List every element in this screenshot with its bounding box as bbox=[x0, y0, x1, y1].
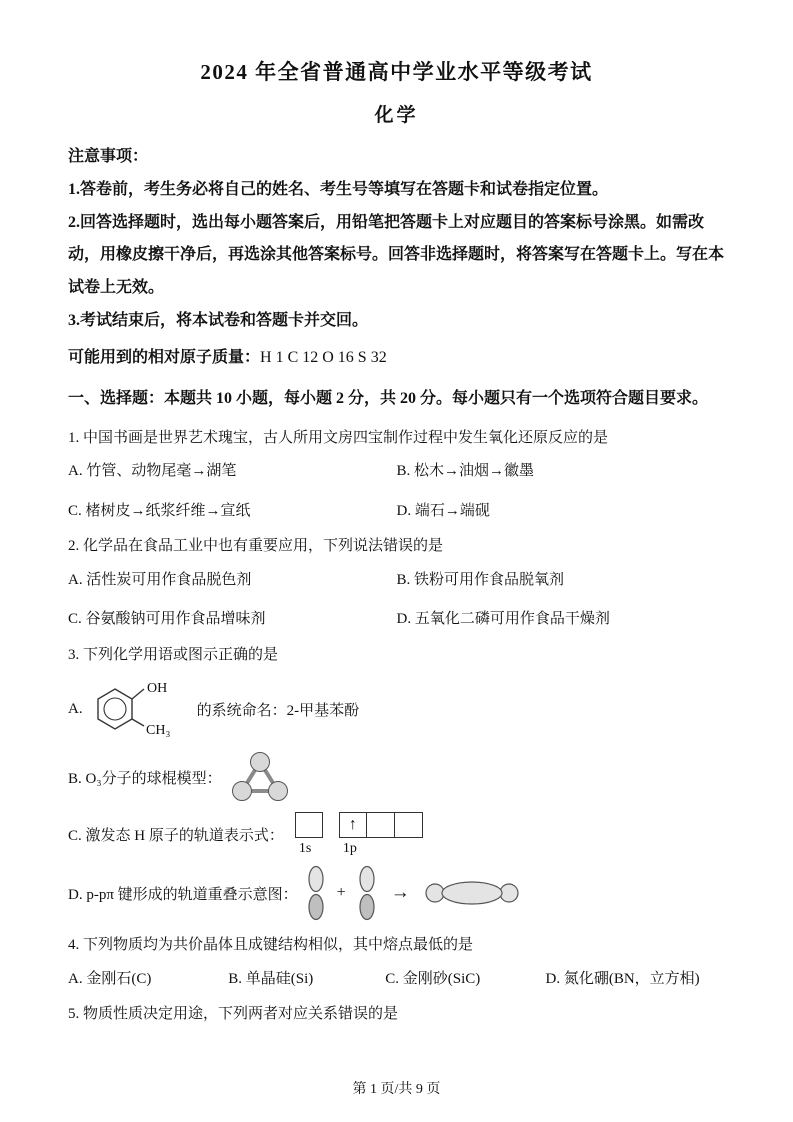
orbital-box-1p-1: ↑ bbox=[339, 812, 367, 838]
orbital-box-1p-2 bbox=[367, 812, 395, 838]
question-1-option-d: D. 端石→端砚 bbox=[396, 502, 490, 519]
plus-sign: + bbox=[336, 884, 346, 902]
question-3-option-b bbox=[68, 749, 725, 805]
question-1-option-b: B. 松木→油烟→徽墨 bbox=[396, 462, 535, 479]
question-4 bbox=[68, 932, 725, 991]
orbital-box-1s bbox=[295, 812, 323, 838]
option-a-text: 的系统命名：2-甲基苯酚 bbox=[196, 702, 360, 719]
question-2-option-b: B. 铁粉可用作食品脱氧剂 bbox=[396, 571, 565, 588]
atomic-mass-line bbox=[68, 342, 725, 375]
option-b-text: B. O₃分子的球棍模型： bbox=[68, 770, 222, 787]
question-3-stem: 3. 下列化学用语或图示正确的是 bbox=[68, 647, 279, 664]
option-a-letter: A. bbox=[68, 700, 83, 717]
orbital-1s-column bbox=[295, 812, 323, 857]
question-3-option-a bbox=[68, 676, 725, 742]
question-2-options bbox=[68, 568, 725, 633]
exam-title: 2024 年全省普通高中学业水平等级考试 bbox=[200, 60, 593, 84]
question-4-options bbox=[68, 967, 725, 992]
option-c-text: C. 激发态 H 原子的轨道表示式： bbox=[68, 828, 284, 845]
orbital-overlap-icon bbox=[421, 872, 523, 914]
notice-item-3: 3.考试结束后，将本试卷和答题卡并交回。 bbox=[68, 311, 369, 329]
arrow-icon: → bbox=[390, 882, 410, 904]
question-4-option-d: D. 氮化硼(BN，立方相) bbox=[545, 970, 700, 987]
question-2 bbox=[68, 533, 725, 632]
question-4-stem: 4. 下列物质均为共价晶体且成键结构相似，其中熔点最低的是 bbox=[68, 937, 474, 954]
question-1 bbox=[68, 425, 725, 524]
question-4-option-c: C. 金刚砂(SiC) bbox=[385, 970, 481, 987]
question-4-option-b: B. 单晶硅(Si) bbox=[228, 970, 314, 987]
question-3 bbox=[68, 642, 725, 922]
notices-section bbox=[68, 141, 725, 338]
methyl-label: CH₃ bbox=[145, 723, 170, 739]
question-4-option-a: A. 金刚石(C) bbox=[68, 970, 152, 987]
question-1-options bbox=[68, 459, 725, 524]
methylphenol-structure-icon bbox=[88, 676, 192, 742]
orbital-box-1p-3 bbox=[395, 812, 423, 838]
p-orbital-icon bbox=[303, 864, 329, 922]
question-3-option-c bbox=[68, 812, 725, 857]
hydroxyl-label: OH bbox=[146, 681, 167, 697]
section-one-heading: 一、选择题：本题共 10 小题，每小题 2 分，共 20 分。每小题只有一个选项符合题目要求。 bbox=[68, 389, 709, 407]
notice-item-2: 2.回答选择题时，选出每小题答案后，用铅笔把答题卡上对应题目的答案标号涂黑。如需改动，用橡皮擦干净后，再选涂其他答案标号。回答非选择题时，将答案写在答题卡上。写在本试卷上无效。 bbox=[68, 213, 725, 297]
question-1-stem: 1. 中国书画是世界艺术瑰宝，古人所用文房四宝制作过程中发生氧化还原反应的是 bbox=[68, 429, 609, 446]
page-number: 第 1 页/共 9 页 bbox=[352, 1082, 441, 1097]
ozone-ball-stick-icon bbox=[227, 749, 293, 805]
orbital-label-1s: 1s bbox=[298, 841, 312, 857]
option-d-text: D. p-pπ 键形成的轨道重叠示意图： bbox=[68, 886, 298, 903]
atomic-mass-label: 可能用到的相对原子质量： bbox=[68, 348, 261, 366]
question-5-stem: 5. 物质性质决定用途，下列两者对应关系错误的是 bbox=[68, 1006, 399, 1023]
orbital-1p-column bbox=[339, 812, 423, 857]
question-3-option-d bbox=[68, 864, 725, 922]
question-5 bbox=[68, 1001, 725, 1027]
notices-heading: 注意事项： bbox=[68, 148, 149, 165]
question-2-stem: 2. 化学品在食品工业中也有重要应用，下列说法错误的是 bbox=[68, 538, 444, 555]
atomic-mass-values: H 1 C 12 O 16 S 32 bbox=[260, 348, 387, 366]
orbital-box-diagram bbox=[295, 812, 423, 857]
orbital-label-1p: 1p bbox=[342, 841, 357, 857]
p-orbital-icon bbox=[354, 864, 380, 922]
question-2-option-a: A. 活性炭可用作食品脱色剂 bbox=[68, 571, 252, 588]
question-1-option-c: C. 楮树皮→纸浆纤维→宣纸 bbox=[68, 502, 251, 519]
notice-item-1: 1.答卷前，考生务必将自己的姓名、考生号等填写在答题卡和试卷指定位置。 bbox=[68, 180, 609, 198]
question-2-option-c: C. 谷氨酸钠可用作食品增味剂 bbox=[68, 611, 266, 628]
question-1-option-a: A. 竹管、动物尾毫→湖笔 bbox=[68, 462, 237, 479]
question-2-option-d: D. 五氧化二磷可用作食品干燥剂 bbox=[396, 611, 610, 628]
orbital-1p-boxes bbox=[339, 812, 423, 838]
exam-subject: 化学 bbox=[374, 105, 419, 126]
